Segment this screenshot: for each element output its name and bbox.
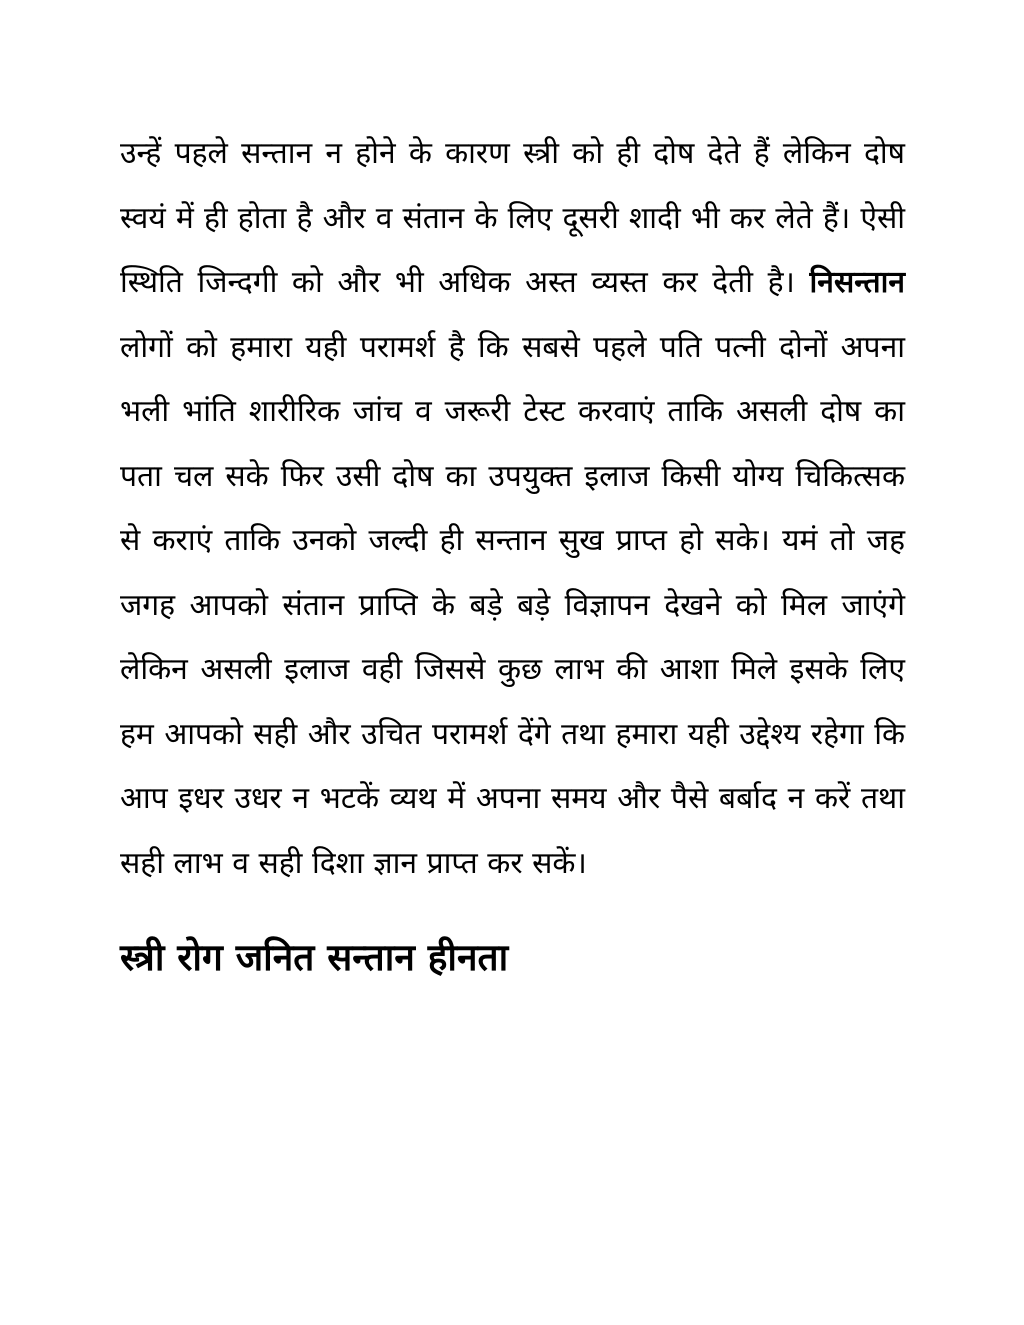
bold-term: निसन्तान (809, 265, 905, 300)
paragraph-text-part-2: लोगों को हमारा यही परामर्श है कि सबसे पहले पति पत्नी दोनों अपना भली भांति शारीरिक जांच व जरूरी टेस्ट करवाएं ताकि असली दोष का पता चल सके फिर उसी दोष का उपयुक्त इलाज किसी योग्य चिकित्सक से कराएं ताकि उनको जल्दी ही सन्तान सुख प्राप्त हो सके। यमं तो जह जगह आपको संतान प्राप्ति के बड़े बड़े विज्ञापन देखने को मिल जाएंगे लेकिन असली इलाज वही जिससे कुछ लाभ की आशा मिले इसके लिए हम आपको सही और उचित परामर्श देंगे तथा हमारा यही उद्देश्य रहेगा कि आप इधर उधर न भटकें व्यथ में अपना समय और पैसे बर्बाद न करें तथा सही लाभ व सही दिशा ज्ञान प्राप्त कर सकें। (120, 329, 905, 881)
paragraph-text-part-1: उन्हें पहले सन्तान न होने के कारण स्त्री को ही दोष देते हैं लेकिन दोष स्वयं में ही होता है और व संतान के लिए दूसरी शादी भी कर लेते हैं। ऐसी स्थिति जिन्दगी को और भी अधिक अस्त व्यस्त कर देती है। (120, 136, 905, 300)
document-page (120, 122, 905, 988)
section-heading: स्त्री रोग जनित सन्तान हीनता (120, 936, 509, 979)
body-paragraph (120, 122, 905, 896)
